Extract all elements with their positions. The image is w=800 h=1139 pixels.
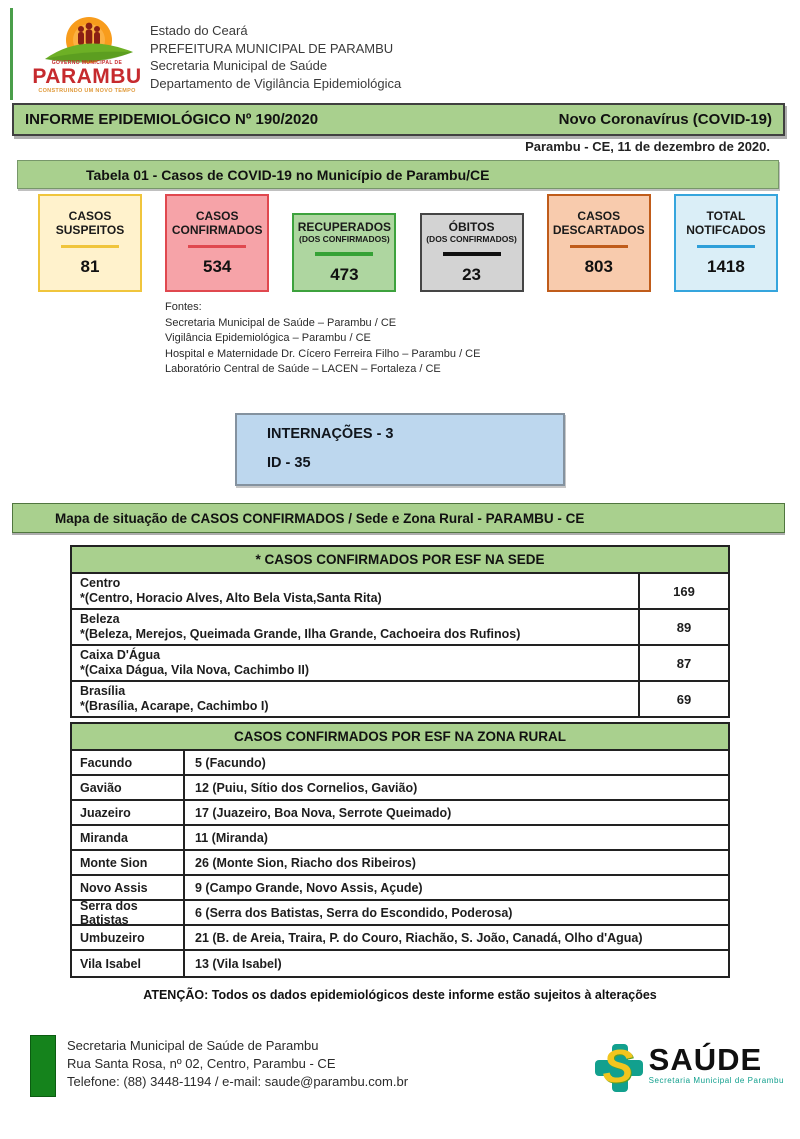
esf-detail: 6 (Serra dos Batistas, Serra do Escondido, Poderosa) <box>195 905 513 920</box>
stat-value: 81 <box>80 257 100 277</box>
fontes-line: Hospital e Maternidade Dr. Cícero Ferreira Filho – Parambu / CE <box>165 347 481 360</box>
tabela-01-title: Tabela 01 - Casos de COVID-19 no Município de Parambu/CE <box>86 166 490 183</box>
saude-logo-title: SAÚDE <box>648 1042 763 1077</box>
esf-name: Gavião <box>72 776 185 799</box>
table-row <box>72 610 728 646</box>
attention-note: ATENÇÃO: Todos os dados epidemiológicos deste informe estão sujeitos à alterações <box>143 988 657 1002</box>
esf-detail: *(Centro, Horacio Alves, Alto Bela Vista,Santa Rita) <box>80 591 382 605</box>
table-row <box>72 826 728 851</box>
stat-sublabel: (DOS CONFIRMADOS) <box>426 234 517 245</box>
stat-sublabel: (DOS CONFIRMADOS) <box>299 234 390 245</box>
header-line-secretaria: Secretaria Municipal de Saúde <box>150 58 328 73</box>
sede-table-header: * CASOS CONFIRMADOS POR ESF NA SEDE <box>72 547 728 574</box>
saude-logo <box>595 1040 784 1094</box>
esf-name: Centro <box>80 576 121 590</box>
esf-name: Serra dos Batistas <box>72 901 185 924</box>
stat-label: CASOS DESCARTADOS <box>552 208 645 237</box>
stat-value: 473 <box>330 264 359 284</box>
esf-value: 87 <box>676 655 692 671</box>
stat-label: ÓBITOS <box>448 220 495 235</box>
esf-name: Novo Assis <box>72 876 185 899</box>
table-row <box>72 801 728 826</box>
header-line-prefeitura: PREFEITURA MUNICIPAL DE PARAMBU <box>150 40 394 56</box>
table-row <box>72 876 728 901</box>
esf-detail: *(Brasília, Acarape, Cachimbo I) <box>80 699 269 713</box>
rural-table <box>70 722 730 978</box>
table-row <box>72 682 728 716</box>
health-cross-icon: S <box>595 1044 645 1094</box>
stats-row <box>38 194 778 292</box>
stat-total-notificados <box>674 194 778 292</box>
title-bar-right: Novo Coronavírus (COVID-19) <box>558 111 772 128</box>
title-bar <box>12 103 785 136</box>
esf-detail: 9 (Campo Grande, Novo Assis, Açude) <box>195 880 423 895</box>
stat-divider <box>315 252 373 256</box>
stat-label: CASOS SUSPEITOS <box>55 208 125 237</box>
esf-detail: 26 (Monte Sion, Riacho dos Ribeiros) <box>195 855 416 870</box>
esf-name: Juazeiro <box>72 801 185 824</box>
table-row <box>72 751 728 776</box>
stat-divider <box>188 245 246 249</box>
fontes-line: Vigilância Epidemiológica – Parambu / CE <box>165 332 371 344</box>
logo-slogan: CONSTRUINDO UM NOVO TEMPO <box>38 88 136 94</box>
header-text-block <box>150 22 401 92</box>
table-row <box>72 776 728 801</box>
esf-detail: 12 (Puiu, Sítio dos Cornelios, Gavião) <box>195 780 418 795</box>
internacoes-line: INTERNAÇÕES - 3 <box>267 426 394 442</box>
stat-value: 23 <box>462 264 482 284</box>
stat-divider <box>570 245 628 249</box>
internacoes-box <box>235 413 565 486</box>
map-situation-bar <box>12 503 785 533</box>
fontes-title: Fontes: <box>165 301 202 313</box>
esf-detail: 17 (Juazeiro, Boa Nova, Serrote Queimado) <box>195 805 452 820</box>
esf-name: Monte Sion <box>72 851 185 874</box>
stat-label: RECUPERADOS <box>297 220 392 235</box>
stat-divider <box>443 252 501 256</box>
esf-detail: 5 (Facundo) <box>195 755 266 770</box>
left-accent-line <box>10 8 13 100</box>
stat-value: 534 <box>203 257 232 277</box>
sede-table <box>70 545 730 718</box>
fontes-line: Laboratório Central de Saúde – LACEN – Fortaleza / CE <box>165 363 441 375</box>
header-line-departamento: Departamento de Vigilância Epidemiológica <box>150 75 402 91</box>
table-row <box>72 898 728 927</box>
esf-value: 69 <box>676 691 692 707</box>
esf-detail: *(Beleza, Merejos, Queimada Grande, Ilha Grande, Cachoeira dos Rufinos) <box>80 627 521 641</box>
footer-line-address: Rua Santa Rosa, nº 02, Centro, Parambu - CE <box>67 1056 336 1071</box>
esf-name: Umbuzeiro <box>72 926 185 949</box>
stat-value: 803 <box>584 257 613 277</box>
esf-detail: *(Caixa Dágua, Vila Nova, Cachimbo II) <box>80 663 310 677</box>
stat-label: CASOS CONFIRMADOS <box>171 208 263 237</box>
stat-divider <box>61 245 119 249</box>
footer-address-block <box>30 1035 408 1097</box>
logo-gov-line: GOVERNO MUNICIPAL DE <box>51 60 123 66</box>
table-row <box>72 951 728 976</box>
esf-name: Vila Isabel <box>72 951 185 976</box>
stat-value: 1418 <box>707 257 745 277</box>
tabela-01-bar <box>17 160 779 189</box>
id-line: ID - 35 <box>267 455 311 471</box>
esf-detail: 11 (Miranda) <box>195 830 268 845</box>
map-situation-title: Mapa de situação de CASOS CONFIRMADOS / Sede e Zona Rural - PARAMBU - CE <box>55 510 585 526</box>
title-bar-left: INFORME EPIDEMIOLÓGICO Nº 190/2020 <box>25 111 319 128</box>
logo-name: PARAMBU <box>32 65 142 88</box>
stat-casos-descartados <box>547 194 651 292</box>
rural-table-header: CASOS CONFIRMADOS POR ESF NA ZONA RURAL <box>72 724 728 751</box>
stat-label: TOTAL NOTIFCADOS <box>686 208 766 237</box>
stat-recuperados <box>292 213 396 292</box>
esf-name: Beleza <box>80 612 120 626</box>
footer-line-contact: Telefone: (88) 3448-1194 / e-mail: saude@parambu.com.br <box>67 1074 409 1089</box>
fontes-block <box>165 300 480 378</box>
stat-casos-suspeitos <box>38 194 142 292</box>
esf-detail: 21 (B. de Areia, Traira, P. do Couro, Riachão, S. João, Canadá, Olho d'Agua) <box>195 930 643 945</box>
table-row <box>72 574 728 610</box>
esf-value: 169 <box>673 583 695 599</box>
esf-value: 89 <box>676 619 692 635</box>
esf-name: Caixa D'Água <box>80 648 161 662</box>
table-row <box>72 926 728 951</box>
saude-logo-subtitle: Secretaria Municipal de Parambu <box>648 1076 784 1085</box>
table-row <box>72 851 728 876</box>
esf-name: Brasília <box>80 684 126 698</box>
table-row <box>72 646 728 682</box>
footer-accent-bar <box>30 1035 56 1097</box>
esf-name: Miranda <box>72 826 185 849</box>
parambu-logo <box>28 14 146 104</box>
esf-name: Facundo <box>72 751 185 774</box>
footer-line-secretaria: Secretaria Municipal de Saúde de Parambu <box>67 1038 319 1053</box>
stat-casos-confirmados <box>165 194 269 292</box>
fontes-line: Secretaria Municipal de Saúde – Parambu / CE <box>165 316 397 329</box>
stat-obitos <box>420 213 524 292</box>
header-line-state: Estado do Ceará <box>150 23 248 38</box>
esf-detail: 13 (Vila Isabel) <box>195 956 282 971</box>
stat-divider <box>697 245 755 249</box>
date-line: Parambu - CE, 11 de dezembro de 2020. <box>525 139 770 154</box>
